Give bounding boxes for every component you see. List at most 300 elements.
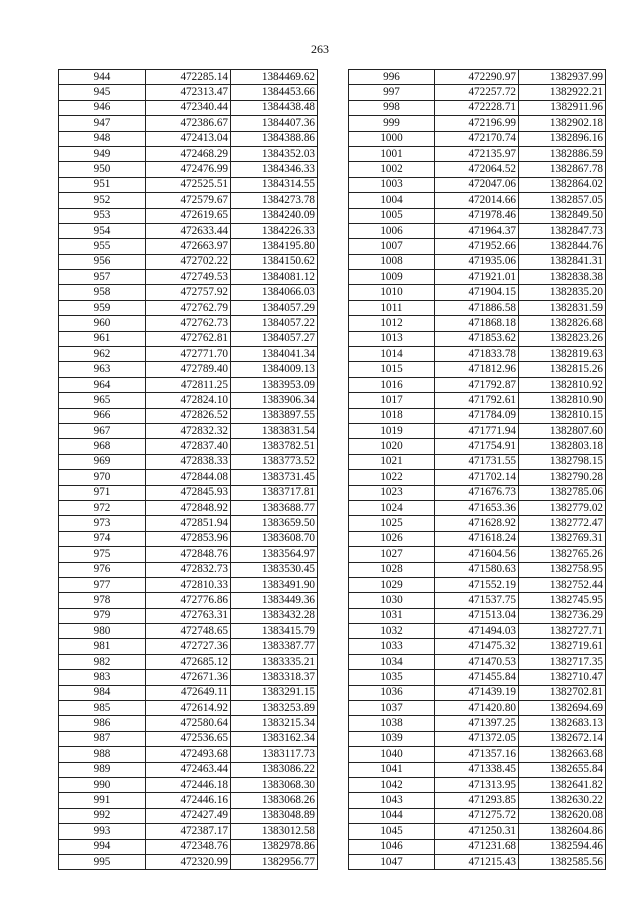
- table-row: [59, 362, 318, 377]
- point-number-cell: 992: [59, 808, 146, 823]
- table-row: [59, 562, 318, 577]
- point-number-cell: 988: [59, 747, 146, 762]
- table-row: [349, 670, 606, 685]
- point-number-cell: 1002: [349, 162, 435, 177]
- point-number-cell: 971: [59, 485, 146, 500]
- table-row: [349, 270, 606, 285]
- y-coordinate-cell: 1382630.22: [519, 793, 606, 808]
- table-row: [59, 254, 318, 269]
- table-row: [349, 239, 606, 254]
- y-coordinate-cell: 1384346.33: [231, 162, 318, 177]
- y-coordinate-cell: 1382815.26: [519, 362, 606, 377]
- x-coordinate-cell: 472579.67: [146, 193, 231, 208]
- x-coordinate-cell: 471513.04: [435, 608, 519, 623]
- y-coordinate-cell: 1383335.21: [231, 654, 318, 669]
- table-row: [59, 70, 318, 85]
- table-row: [59, 454, 318, 469]
- point-number-cell: 998: [349, 100, 435, 115]
- y-coordinate-cell: 1382594.46: [519, 839, 606, 854]
- table-row: [59, 177, 318, 192]
- y-coordinate-cell: 1383831.54: [231, 423, 318, 438]
- point-number-cell: 1007: [349, 239, 435, 254]
- y-coordinate-cell: 1382604.86: [519, 824, 606, 839]
- table-row: [59, 824, 318, 839]
- table-row: [349, 70, 606, 85]
- point-number-cell: 1015: [349, 362, 435, 377]
- table-row: [59, 854, 318, 869]
- table-row: [349, 193, 606, 208]
- table-row: [349, 470, 606, 485]
- point-number-cell: 985: [59, 701, 146, 716]
- y-coordinate-cell: 1383432.28: [231, 608, 318, 623]
- table-row: [349, 177, 606, 192]
- point-number-cell: 994: [59, 839, 146, 854]
- point-number-cell: 977: [59, 577, 146, 592]
- x-coordinate-cell: 472387.17: [146, 824, 231, 839]
- point-number-cell: 958: [59, 285, 146, 300]
- x-coordinate-cell: 472170.74: [435, 131, 519, 146]
- table-row: [349, 223, 606, 238]
- x-coordinate-cell: 472789.40: [146, 362, 231, 377]
- point-number-cell: 956: [59, 254, 146, 269]
- x-coordinate-cell: 472757.92: [146, 285, 231, 300]
- y-coordinate-cell: 1382978.86: [231, 839, 318, 854]
- point-number-cell: 993: [59, 824, 146, 839]
- table-row: [349, 454, 606, 469]
- y-coordinate-cell: 1384150.62: [231, 254, 318, 269]
- table-row: [59, 208, 318, 223]
- point-number-cell: 1032: [349, 624, 435, 639]
- y-coordinate-cell: 1382710.47: [519, 670, 606, 685]
- y-coordinate-cell: 1382838.38: [519, 270, 606, 285]
- table-row: [59, 500, 318, 515]
- y-coordinate-cell: 1384469.62: [231, 70, 318, 85]
- table-row: [349, 762, 606, 777]
- point-number-cell: 959: [59, 300, 146, 315]
- y-coordinate-cell: 1382641.82: [519, 777, 606, 792]
- y-coordinate-cell: 1384009.13: [231, 362, 318, 377]
- x-coordinate-cell: 471792.61: [435, 393, 519, 408]
- y-coordinate-cell: 1382810.90: [519, 393, 606, 408]
- x-coordinate-cell: 472763.31: [146, 608, 231, 623]
- y-coordinate-cell: 1382702.81: [519, 685, 606, 700]
- point-number-cell: 981: [59, 639, 146, 654]
- point-number-cell: 973: [59, 516, 146, 531]
- table-row: [59, 423, 318, 438]
- x-coordinate-cell: 472340.44: [146, 100, 231, 115]
- y-coordinate-cell: 1384407.36: [231, 116, 318, 131]
- x-coordinate-cell: 471921.01: [435, 270, 519, 285]
- x-coordinate-cell: 472196.99: [435, 116, 519, 131]
- table-row: [59, 577, 318, 592]
- table-row: [59, 808, 318, 823]
- y-coordinate-cell: 1384240.09: [231, 208, 318, 223]
- x-coordinate-cell: 472748.65: [146, 624, 231, 639]
- y-coordinate-cell: 1383897.55: [231, 408, 318, 423]
- x-coordinate-cell: 472771.70: [146, 347, 231, 362]
- point-number-cell: 984: [59, 685, 146, 700]
- table-row: [349, 854, 606, 869]
- x-coordinate-cell: 472811.25: [146, 377, 231, 392]
- x-coordinate-cell: 472619.65: [146, 208, 231, 223]
- x-coordinate-cell: 471420.80: [435, 701, 519, 716]
- table-row: [349, 777, 606, 792]
- table-row: [349, 377, 606, 392]
- point-number-cell: 1017: [349, 393, 435, 408]
- point-number-cell: 1011: [349, 300, 435, 315]
- x-coordinate-cell: 471397.25: [435, 716, 519, 731]
- x-coordinate-cell: 472536.65: [146, 731, 231, 746]
- table-row: [59, 116, 318, 131]
- point-number-cell: 966: [59, 408, 146, 423]
- table-row: [349, 747, 606, 762]
- x-coordinate-cell: 471628.92: [435, 516, 519, 531]
- point-number-cell: 953: [59, 208, 146, 223]
- table-row: [349, 100, 606, 115]
- coordinates-table-left: [58, 69, 318, 870]
- y-coordinate-cell: 1383117.73: [231, 747, 318, 762]
- table-row: [59, 593, 318, 608]
- y-coordinate-cell: 1382841.31: [519, 254, 606, 269]
- table-row: [349, 577, 606, 592]
- x-coordinate-cell: 471470.53: [435, 654, 519, 669]
- y-coordinate-cell: 1382819.63: [519, 347, 606, 362]
- x-coordinate-cell: 471618.24: [435, 531, 519, 546]
- y-coordinate-cell: 1382772.47: [519, 516, 606, 531]
- x-coordinate-cell: 472702.22: [146, 254, 231, 269]
- x-coordinate-cell: 472446.18: [146, 777, 231, 792]
- y-coordinate-cell: 1384388.86: [231, 131, 318, 146]
- y-coordinate-cell: 1382857.05: [519, 193, 606, 208]
- table-row: [349, 500, 606, 515]
- x-coordinate-cell: 472476.99: [146, 162, 231, 177]
- x-coordinate-cell: 471886.58: [435, 300, 519, 315]
- x-coordinate-cell: 472580.64: [146, 716, 231, 731]
- x-coordinate-cell: 471250.31: [435, 824, 519, 839]
- table-row: [349, 608, 606, 623]
- point-number-cell: 972: [59, 500, 146, 515]
- x-coordinate-cell: 472228.71: [435, 100, 519, 115]
- table-row: [349, 300, 606, 315]
- table-row: [59, 439, 318, 454]
- table-row: [349, 839, 606, 854]
- point-number-cell: 1006: [349, 223, 435, 238]
- y-coordinate-cell: 1382620.08: [519, 808, 606, 823]
- y-coordinate-cell: 1382810.15: [519, 408, 606, 423]
- table-row: [349, 393, 606, 408]
- y-coordinate-cell: 1383318.37: [231, 670, 318, 685]
- point-number-cell: 1012: [349, 316, 435, 331]
- x-coordinate-cell: 472047.06: [435, 177, 519, 192]
- x-coordinate-cell: 472386.67: [146, 116, 231, 131]
- y-coordinate-cell: 1382922.21: [519, 85, 606, 100]
- x-coordinate-cell: 471293.85: [435, 793, 519, 808]
- point-number-cell: 983: [59, 670, 146, 685]
- x-coordinate-cell: 471868.18: [435, 316, 519, 331]
- table-row: [349, 593, 606, 608]
- table-row: [349, 716, 606, 731]
- table-row: [59, 193, 318, 208]
- x-coordinate-cell: 472633.44: [146, 223, 231, 238]
- table-row: [349, 439, 606, 454]
- table-row: [349, 793, 606, 808]
- y-coordinate-cell: 1383953.09: [231, 377, 318, 392]
- x-coordinate-cell: 472848.76: [146, 547, 231, 562]
- table-row: [349, 562, 606, 577]
- table-row: [59, 608, 318, 623]
- point-number-cell: 1034: [349, 654, 435, 669]
- x-coordinate-cell: 471676.73: [435, 485, 519, 500]
- point-number-cell: 955: [59, 239, 146, 254]
- point-number-cell: 1042: [349, 777, 435, 792]
- point-number-cell: 1022: [349, 470, 435, 485]
- y-coordinate-cell: 1383530.45: [231, 562, 318, 577]
- y-coordinate-cell: 1383068.30: [231, 777, 318, 792]
- table-row: [59, 485, 318, 500]
- x-coordinate-cell: 471580.63: [435, 562, 519, 577]
- table-row: [349, 701, 606, 716]
- y-coordinate-cell: 1383068.26: [231, 793, 318, 808]
- y-coordinate-cell: 1383291.15: [231, 685, 318, 700]
- y-coordinate-cell: 1383717.81: [231, 485, 318, 500]
- x-coordinate-cell: 472614.92: [146, 701, 231, 716]
- point-number-cell: 967: [59, 423, 146, 438]
- table-row: [59, 285, 318, 300]
- table-row: [349, 423, 606, 438]
- x-coordinate-cell: 472762.81: [146, 331, 231, 346]
- x-coordinate-cell: 472810.33: [146, 577, 231, 592]
- table-row: [349, 639, 606, 654]
- point-number-cell: 949: [59, 146, 146, 161]
- point-number-cell: 975: [59, 547, 146, 562]
- x-coordinate-cell: 471231.68: [435, 839, 519, 854]
- point-number-cell: 1003: [349, 177, 435, 192]
- point-number-cell: 963: [59, 362, 146, 377]
- y-coordinate-cell: 1382896.16: [519, 131, 606, 146]
- y-coordinate-cell: 1382736.29: [519, 608, 606, 623]
- table-row: [349, 85, 606, 100]
- y-coordinate-cell: 1383906.34: [231, 393, 318, 408]
- point-number-cell: 1029: [349, 577, 435, 592]
- x-coordinate-cell: 471904.15: [435, 285, 519, 300]
- y-coordinate-cell: 1383782.51: [231, 439, 318, 454]
- point-number-cell: 1013: [349, 331, 435, 346]
- point-number-cell: 1001: [349, 146, 435, 161]
- x-coordinate-cell: 472135.97: [435, 146, 519, 161]
- y-coordinate-cell: 1382717.35: [519, 654, 606, 669]
- y-coordinate-cell: 1383215.34: [231, 716, 318, 731]
- x-coordinate-cell: 471215.43: [435, 854, 519, 869]
- point-number-cell: 999: [349, 116, 435, 131]
- x-coordinate-cell: 472685.12: [146, 654, 231, 669]
- x-coordinate-cell: 472290.97: [435, 70, 519, 85]
- table-row: [349, 685, 606, 700]
- x-coordinate-cell: 472762.79: [146, 300, 231, 315]
- point-number-cell: 1031: [349, 608, 435, 623]
- x-coordinate-cell: 472285.14: [146, 70, 231, 85]
- x-coordinate-cell: 471978.46: [435, 208, 519, 223]
- y-coordinate-cell: 1382810.92: [519, 377, 606, 392]
- point-number-cell: 974: [59, 531, 146, 546]
- x-coordinate-cell: 471754.91: [435, 439, 519, 454]
- y-coordinate-cell: 1382886.59: [519, 146, 606, 161]
- point-number-cell: 969: [59, 454, 146, 469]
- table-row: [59, 531, 318, 546]
- point-number-cell: 1019: [349, 423, 435, 438]
- x-coordinate-cell: 472671.36: [146, 670, 231, 685]
- table-row: [349, 362, 606, 377]
- table-row: [349, 624, 606, 639]
- point-number-cell: 1020: [349, 439, 435, 454]
- y-coordinate-cell: 1382790.28: [519, 470, 606, 485]
- y-coordinate-cell: 1383048.89: [231, 808, 318, 823]
- point-number-cell: 995: [59, 854, 146, 869]
- point-number-cell: 997: [349, 85, 435, 100]
- x-coordinate-cell: 471455.84: [435, 670, 519, 685]
- table-row: [59, 685, 318, 700]
- table-row: [59, 393, 318, 408]
- table-row: [349, 547, 606, 562]
- table-row: [349, 408, 606, 423]
- point-number-cell: 1024: [349, 500, 435, 515]
- table-row: [59, 100, 318, 115]
- x-coordinate-cell: 472257.72: [435, 85, 519, 100]
- x-coordinate-cell: 472824.10: [146, 393, 231, 408]
- table-body-left: [59, 70, 318, 870]
- table-row: [349, 285, 606, 300]
- y-coordinate-cell: 1384057.29: [231, 300, 318, 315]
- x-coordinate-cell: 472832.32: [146, 423, 231, 438]
- table-row: [59, 377, 318, 392]
- table-row: [349, 131, 606, 146]
- table-row: [59, 793, 318, 808]
- y-coordinate-cell: 1383162.34: [231, 731, 318, 746]
- x-coordinate-cell: 472749.53: [146, 270, 231, 285]
- point-number-cell: 987: [59, 731, 146, 746]
- table-row: [59, 146, 318, 161]
- point-number-cell: 1004: [349, 193, 435, 208]
- table-row: [349, 824, 606, 839]
- x-coordinate-cell: 471494.03: [435, 624, 519, 639]
- y-coordinate-cell: 1383449.36: [231, 593, 318, 608]
- x-coordinate-cell: 472853.96: [146, 531, 231, 546]
- point-number-cell: 1009: [349, 270, 435, 285]
- y-coordinate-cell: 1382727.71: [519, 624, 606, 639]
- table-row: [349, 654, 606, 669]
- x-coordinate-cell: 472463.44: [146, 762, 231, 777]
- point-number-cell: 970: [59, 470, 146, 485]
- table-row: [349, 485, 606, 500]
- x-coordinate-cell: 471552.19: [435, 577, 519, 592]
- point-number-cell: 1035: [349, 670, 435, 685]
- x-coordinate-cell: 472848.92: [146, 500, 231, 515]
- point-number-cell: 986: [59, 716, 146, 731]
- point-number-cell: 1014: [349, 347, 435, 362]
- y-coordinate-cell: 1382826.68: [519, 316, 606, 331]
- table-row: [349, 516, 606, 531]
- point-number-cell: 1021: [349, 454, 435, 469]
- y-coordinate-cell: 1382844.76: [519, 239, 606, 254]
- table-row: [59, 300, 318, 315]
- point-number-cell: 1033: [349, 639, 435, 654]
- table-row: [59, 762, 318, 777]
- y-coordinate-cell: 1382758.95: [519, 562, 606, 577]
- table-row: [59, 516, 318, 531]
- point-number-cell: 1043: [349, 793, 435, 808]
- y-coordinate-cell: 1382867.78: [519, 162, 606, 177]
- table-row: [59, 624, 318, 639]
- table-body-right: [349, 70, 606, 870]
- x-coordinate-cell: 471372.05: [435, 731, 519, 746]
- y-coordinate-cell: 1384453.66: [231, 85, 318, 100]
- x-coordinate-cell: 472014.66: [435, 193, 519, 208]
- x-coordinate-cell: 472320.99: [146, 854, 231, 869]
- y-coordinate-cell: 1382831.59: [519, 300, 606, 315]
- table-row: [59, 670, 318, 685]
- point-number-cell: 1000: [349, 131, 435, 146]
- x-coordinate-cell: 471952.66: [435, 239, 519, 254]
- y-coordinate-cell: 1382911.96: [519, 100, 606, 115]
- y-coordinate-cell: 1383491.90: [231, 577, 318, 592]
- point-number-cell: 1039: [349, 731, 435, 746]
- y-coordinate-cell: 1382956.77: [231, 854, 318, 869]
- point-number-cell: 991: [59, 793, 146, 808]
- y-coordinate-cell: 1382779.02: [519, 500, 606, 515]
- x-coordinate-cell: 472826.52: [146, 408, 231, 423]
- point-number-cell: 945: [59, 85, 146, 100]
- point-number-cell: 979: [59, 608, 146, 623]
- table-row: [59, 239, 318, 254]
- point-number-cell: 1041: [349, 762, 435, 777]
- x-coordinate-cell: 471833.78: [435, 347, 519, 362]
- y-coordinate-cell: 1382663.68: [519, 747, 606, 762]
- x-coordinate-cell: 471784.09: [435, 408, 519, 423]
- y-coordinate-cell: 1382585.56: [519, 854, 606, 869]
- y-coordinate-cell: 1382672.14: [519, 731, 606, 746]
- table-row: [59, 316, 318, 331]
- y-coordinate-cell: 1384273.78: [231, 193, 318, 208]
- y-coordinate-cell: 1382835.20: [519, 285, 606, 300]
- table-row: [349, 162, 606, 177]
- y-coordinate-cell: 1383564.97: [231, 547, 318, 562]
- table-row: [59, 701, 318, 716]
- table-row: [349, 808, 606, 823]
- y-coordinate-cell: 1384057.22: [231, 316, 318, 331]
- point-number-cell: 1016: [349, 377, 435, 392]
- point-number-cell: 948: [59, 131, 146, 146]
- x-coordinate-cell: 471853.62: [435, 331, 519, 346]
- point-number-cell: 957: [59, 270, 146, 285]
- x-coordinate-cell: 471702.14: [435, 470, 519, 485]
- x-coordinate-cell: 472832.73: [146, 562, 231, 577]
- table-row: [349, 146, 606, 161]
- page-number: 263: [311, 42, 329, 56]
- table-row: [59, 131, 318, 146]
- point-number-cell: 1026: [349, 531, 435, 546]
- table-row: [349, 116, 606, 131]
- y-coordinate-cell: 1384352.03: [231, 146, 318, 161]
- point-number-cell: 1005: [349, 208, 435, 223]
- y-coordinate-cell: 1382694.69: [519, 701, 606, 716]
- point-number-cell: 1008: [349, 254, 435, 269]
- point-number-cell: 1027: [349, 547, 435, 562]
- point-number-cell: 1045: [349, 824, 435, 839]
- x-coordinate-cell: 471935.06: [435, 254, 519, 269]
- x-coordinate-cell: 471731.55: [435, 454, 519, 469]
- x-coordinate-cell: 471338.45: [435, 762, 519, 777]
- point-number-cell: 954: [59, 223, 146, 238]
- table-row: [59, 547, 318, 562]
